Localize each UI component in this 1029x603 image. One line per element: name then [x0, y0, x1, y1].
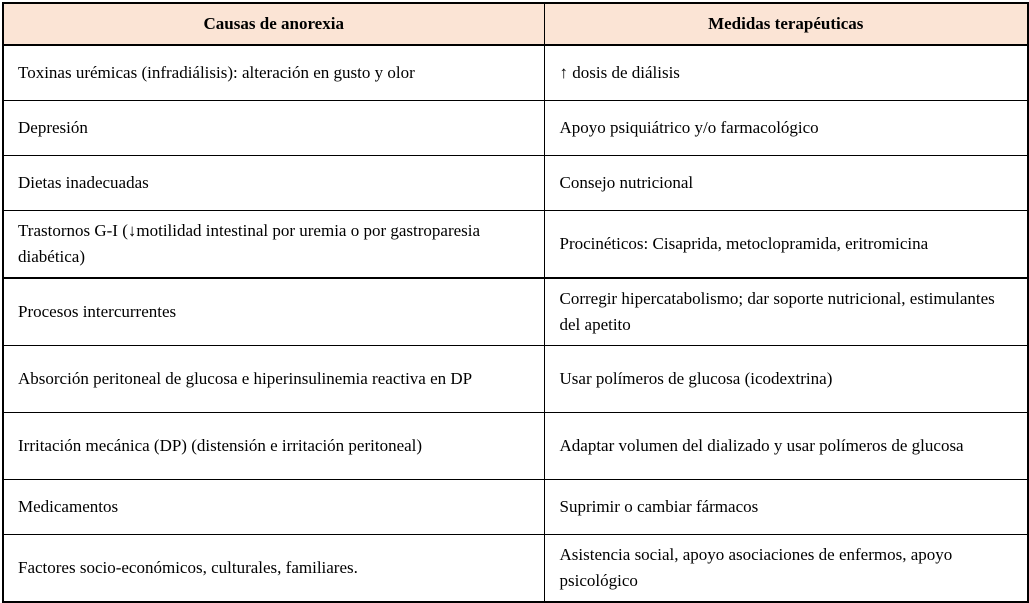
cause-cell: Factores socio-económicos, culturales, familiares.	[3, 535, 544, 603]
table-row	[3, 278, 1028, 346]
cause-cell: Depresión	[3, 101, 544, 156]
table-header-row	[3, 3, 1028, 45]
measure-cell: ↑ dosis de diálisis	[544, 45, 1028, 101]
table-row	[3, 156, 1028, 211]
cause-cell: Irritación mecánica (DP) (distensión e irritación peritoneal)	[3, 413, 544, 480]
cause-cell: Toxinas urémicas (infradiálisis): alteración en gusto y olor	[3, 45, 544, 101]
header-causes: Causas de anorexia	[3, 3, 544, 45]
cause-cell: Medicamentos	[3, 480, 544, 535]
table-row	[3, 413, 1028, 480]
table-row	[3, 346, 1028, 413]
measure-cell: Consejo nutricional	[544, 156, 1028, 211]
measure-cell: Corregir hipercatabolismo; dar soporte nutricional, estimulantes del apetito	[544, 278, 1028, 346]
table-row	[3, 211, 1028, 279]
measure-cell: Adaptar volumen del dializado y usar polímeros de glucosa	[544, 413, 1028, 480]
cause-cell: Dietas inadecuadas	[3, 156, 544, 211]
cause-cell: Trastornos G-I (↓motilidad intestinal por uremia o por gastroparesia diabética)	[3, 211, 544, 279]
header-measures: Medidas terapéuticas	[544, 3, 1028, 45]
cause-cell: Absorción peritoneal de glucosa e hiperinsulinemia reactiva en DP	[3, 346, 544, 413]
table-row	[3, 45, 1028, 101]
table-row	[3, 535, 1028, 603]
measure-cell: Apoyo psiquiátrico y/o farmacológico	[544, 101, 1028, 156]
measure-cell: Usar polímeros de glucosa (icodextrina)	[544, 346, 1028, 413]
cause-cell: Procesos intercurrentes	[3, 278, 544, 346]
anorexia-causes-table	[2, 2, 1029, 603]
measure-cell: Procinéticos: Cisaprida, metoclopramida, eritromicina	[544, 211, 1028, 279]
table-row	[3, 101, 1028, 156]
anorexia-table-container	[2, 2, 1029, 603]
measure-cell: Suprimir o cambiar fármacos	[544, 480, 1028, 535]
measure-cell: Asistencia social, apoyo asociaciones de enfermos, apoyo psicológico	[544, 535, 1028, 603]
table-row	[3, 480, 1028, 535]
